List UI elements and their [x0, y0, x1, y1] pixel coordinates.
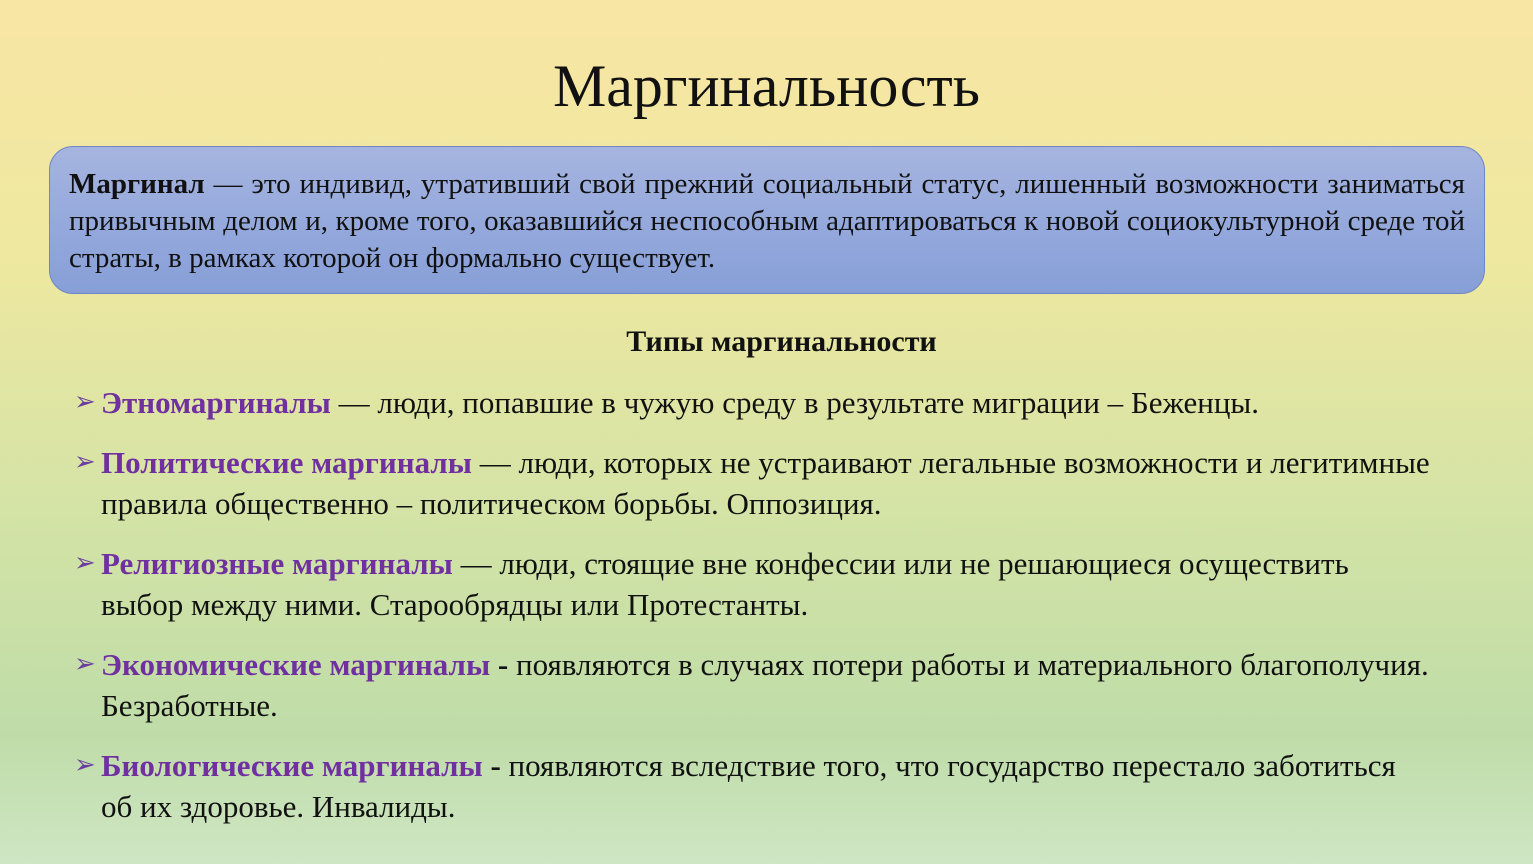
type-item-political: [74, 442, 1434, 524]
definition-text: [69, 166, 1465, 277]
type-separator: —: [330, 385, 378, 420]
type-term: Биологические маргиналы: [101, 748, 483, 783]
type-term: Этномаргиналы: [101, 385, 331, 420]
type-term: Политические маргиналы: [101, 445, 472, 480]
types-list: [74, 382, 1434, 827]
type-item-religious: [74, 543, 1434, 625]
type-description: люди, стоящие вне конфессии или не решающиеся осуществить выбор между ними. Старообрядцы или Протестанты.: [101, 546, 1349, 622]
type-description: люди, попавшие в чужую среду в результате миграции – Беженцы.: [377, 385, 1259, 420]
definition-box: [49, 146, 1485, 294]
slide-title: Маргинальность: [552, 53, 981, 119]
type-separator: —: [452, 546, 500, 581]
definition-term: Маргинал: [69, 168, 205, 200]
type-description: появляются вследствие того, что государство перестало заботиться об их здоровье. Инвалиды.: [101, 748, 1396, 824]
type-separator: -: [482, 748, 509, 783]
type-term: Религиозные маргиналы: [101, 546, 453, 581]
type-description: люди, которых не устраивают легальные возможности и легитимные правила общественно – политическом борьбы. Оппозиция.: [101, 445, 1430, 521]
arrow-bullet-icon: ➢: [74, 750, 96, 780]
type-term: Экономические маргиналы: [101, 647, 491, 682]
type-separator: —: [471, 445, 519, 480]
type-item-ethno: [74, 382, 1434, 423]
definition-body: — это индивид, утративший свой прежний социальный статус, лишенный возможности заниматься привычным делом и, кроме того, оказавшийся неспособным адаптироваться к новой социокультурной среде той страты, в рамках которой он формально существует.: [69, 168, 1465, 274]
type-item-biological: [74, 745, 1434, 827]
arrow-bullet-icon: ➢: [74, 447, 96, 477]
type-separator: -: [490, 647, 516, 682]
types-heading: Типы маргинальности: [626, 325, 937, 358]
arrow-bullet-icon: ➢: [74, 649, 96, 679]
type-item-economic: [74, 644, 1434, 726]
type-description: появляются в случаях потери работы и материального благополучия. Безработные.: [101, 647, 1429, 723]
arrow-bullet-icon: ➢: [74, 387, 96, 417]
arrow-bullet-icon: ➢: [74, 548, 96, 578]
